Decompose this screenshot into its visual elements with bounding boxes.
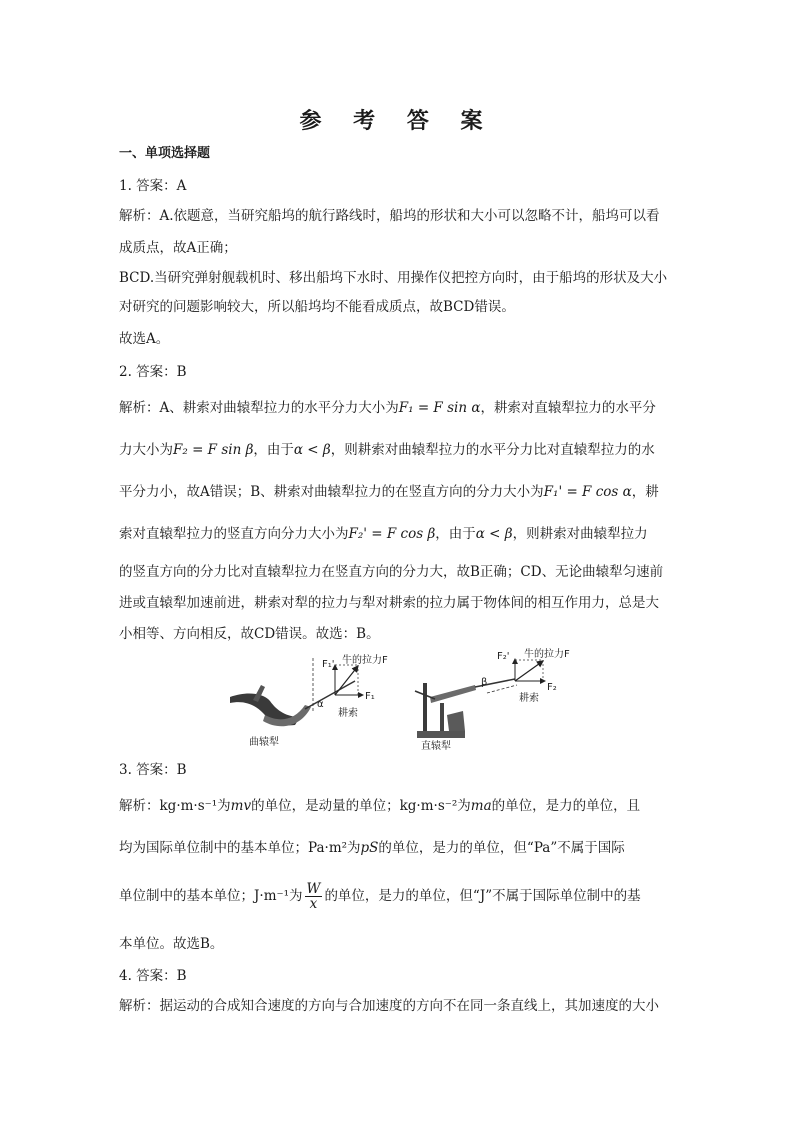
- caption-curved-plough: 曲辕犁: [249, 737, 279, 748]
- label-rope-left: 耕索: [338, 708, 358, 719]
- symbol-ps: pS: [360, 840, 379, 856]
- text-run: 解析：A、耕索对曲辕犁拉力的水平分力大小为: [119, 400, 399, 416]
- q3-explanation-line: [119, 796, 679, 816]
- formula-f1: F₁ = F sin α: [398, 400, 481, 416]
- symbol-ma: ma: [470, 798, 492, 814]
- unit-j-m-1: J·m⁻¹: [254, 888, 290, 904]
- q2-explanation-line: [119, 482, 679, 502]
- q1-explanation-line: 解析：A.依题意，当研究船坞的航行路线时，船坞的形状和大小可以忽略不计，船坞可以看: [119, 208, 660, 224]
- fraction-denominator: x: [309, 896, 318, 912]
- text-run: 的单位，是力的单位，但“J”不属于国际单位制中的基: [324, 888, 641, 904]
- label-alpha: α: [317, 699, 324, 710]
- formula-f1-vertical: F₁' = F cos α: [543, 484, 632, 500]
- unit-kg-m-s-1: kg·m·s⁻¹: [159, 798, 218, 814]
- label-f2-prime: F₂': [497, 651, 510, 662]
- formula-inequality: α < β: [293, 442, 331, 458]
- symbol-mv: mv: [230, 798, 252, 814]
- unit-kg-m-s-2: kg·m·s⁻²: [399, 798, 458, 814]
- curved-plough-illustration: [230, 681, 355, 726]
- caption-straight-plough: 直辕犁: [421, 741, 451, 752]
- q1-explanation-line: BCD.当研究弹射舰载机时、移出船坞下水时、用操作仪把控方向时，由于船坞的形状及大小: [119, 270, 668, 286]
- label-pull-force: 牛的拉力F: [342, 655, 388, 666]
- q1-explanation-line: 对研究的问题影响较大，所以船坞均不能看成质点，故BCD错误。: [119, 299, 515, 315]
- q3-answer: 3. 答案：B: [119, 762, 187, 778]
- text-run: 的单位，是力的单位，且: [491, 798, 641, 814]
- straight-plough-illustration: [415, 679, 515, 738]
- text-run: ，由于: [435, 526, 476, 542]
- formula-inequality: α < β: [475, 526, 513, 542]
- q1-explanation-line: 成质点，故A正确；: [119, 240, 237, 256]
- text-run: 为: [347, 840, 361, 856]
- formula-f2-vertical: F₂' = F cos β: [348, 526, 436, 542]
- right-force-diagram: [487, 659, 545, 693]
- fraction-numerator: W: [306, 881, 321, 897]
- q2-explanation-line: 的竖直方向的分力比对直辕犁拉力在竖直方向的分力大，故B正确；CD、无论曲辕犁匀速前: [119, 564, 664, 580]
- page-title: 参 考 答 案: [299, 109, 495, 134]
- label-f1: F₁: [365, 691, 375, 702]
- label-pull-force: 牛的拉力F: [524, 649, 570, 660]
- label-f1-prime: F₁': [322, 659, 335, 670]
- text-run: 为: [217, 798, 231, 814]
- text-run: ，则耕索对曲辕犁拉力: [512, 526, 648, 542]
- label-beta: β: [481, 677, 488, 688]
- q2-explanation-line: 小相等、方向相反，故CD错误。故选：B。: [119, 626, 380, 642]
- q1-answer: 1. 答案：A: [119, 178, 187, 194]
- plough-force-figure: [225, 645, 580, 753]
- q2-answer: 2. 答案：B: [119, 364, 187, 380]
- text-run: 单位制中的基本单位；: [119, 888, 254, 904]
- q4-explanation-line: 解析：据运动的合成知合速度的方向与合加速度的方向不在同一条直线上，其加速度的大小: [119, 998, 659, 1014]
- unit-pa-m2: Pa·m²: [308, 840, 348, 856]
- fraction-w-over-x: [305, 882, 323, 911]
- text-run: ，耕索对直辕犁拉力的水平分: [480, 400, 656, 416]
- text-run: 力大小为: [119, 442, 173, 458]
- q3-explanation-line: [119, 880, 679, 912]
- q1-conclusion: 故选A。: [119, 331, 170, 347]
- label-rope-right: 耕索: [519, 693, 539, 704]
- text-run: 的单位，是力的单位，但“Pa”不属于国际: [378, 840, 625, 856]
- text-run: 索对直辕犁拉力的竖直方向分力大小为: [119, 526, 349, 542]
- text-run: ，由于: [253, 442, 294, 458]
- text-run: ，则耕索对曲辕犁拉力的水平分力比对直辕犁拉力的水: [330, 442, 655, 458]
- text-run: 均为国际单位制中的基本单位；: [119, 840, 308, 856]
- text-run: 为: [457, 798, 471, 814]
- q3-explanation-line: [119, 838, 679, 858]
- label-f2: F₂: [547, 682, 557, 693]
- q2-explanation-line: 进或直辕犁加速前进，耕索对犁的拉力与犁对耕索的拉力属于物体间的相互作用力，总是大: [119, 595, 659, 611]
- text-run: 为: [289, 888, 303, 904]
- section-heading: 一、单项选择题: [119, 146, 211, 161]
- text-run: ，耕: [631, 484, 659, 500]
- formula-f2: F₂ = F sin β: [173, 442, 254, 458]
- text-run: 平分力小，故A错误；B、耕索对曲辕犁拉力的在竖直方向的分力大小为: [119, 484, 544, 500]
- q3-conclusion: 本单位。故选B。: [119, 936, 224, 952]
- q2-explanation-line: [119, 524, 679, 544]
- text-run: 的单位，是动量的单位；: [251, 798, 400, 814]
- q2-explanation-line: [119, 440, 679, 460]
- text-run: 解析：: [119, 798, 160, 814]
- q2-explanation-line: [119, 398, 679, 418]
- q4-answer: 4. 答案：B: [119, 968, 187, 984]
